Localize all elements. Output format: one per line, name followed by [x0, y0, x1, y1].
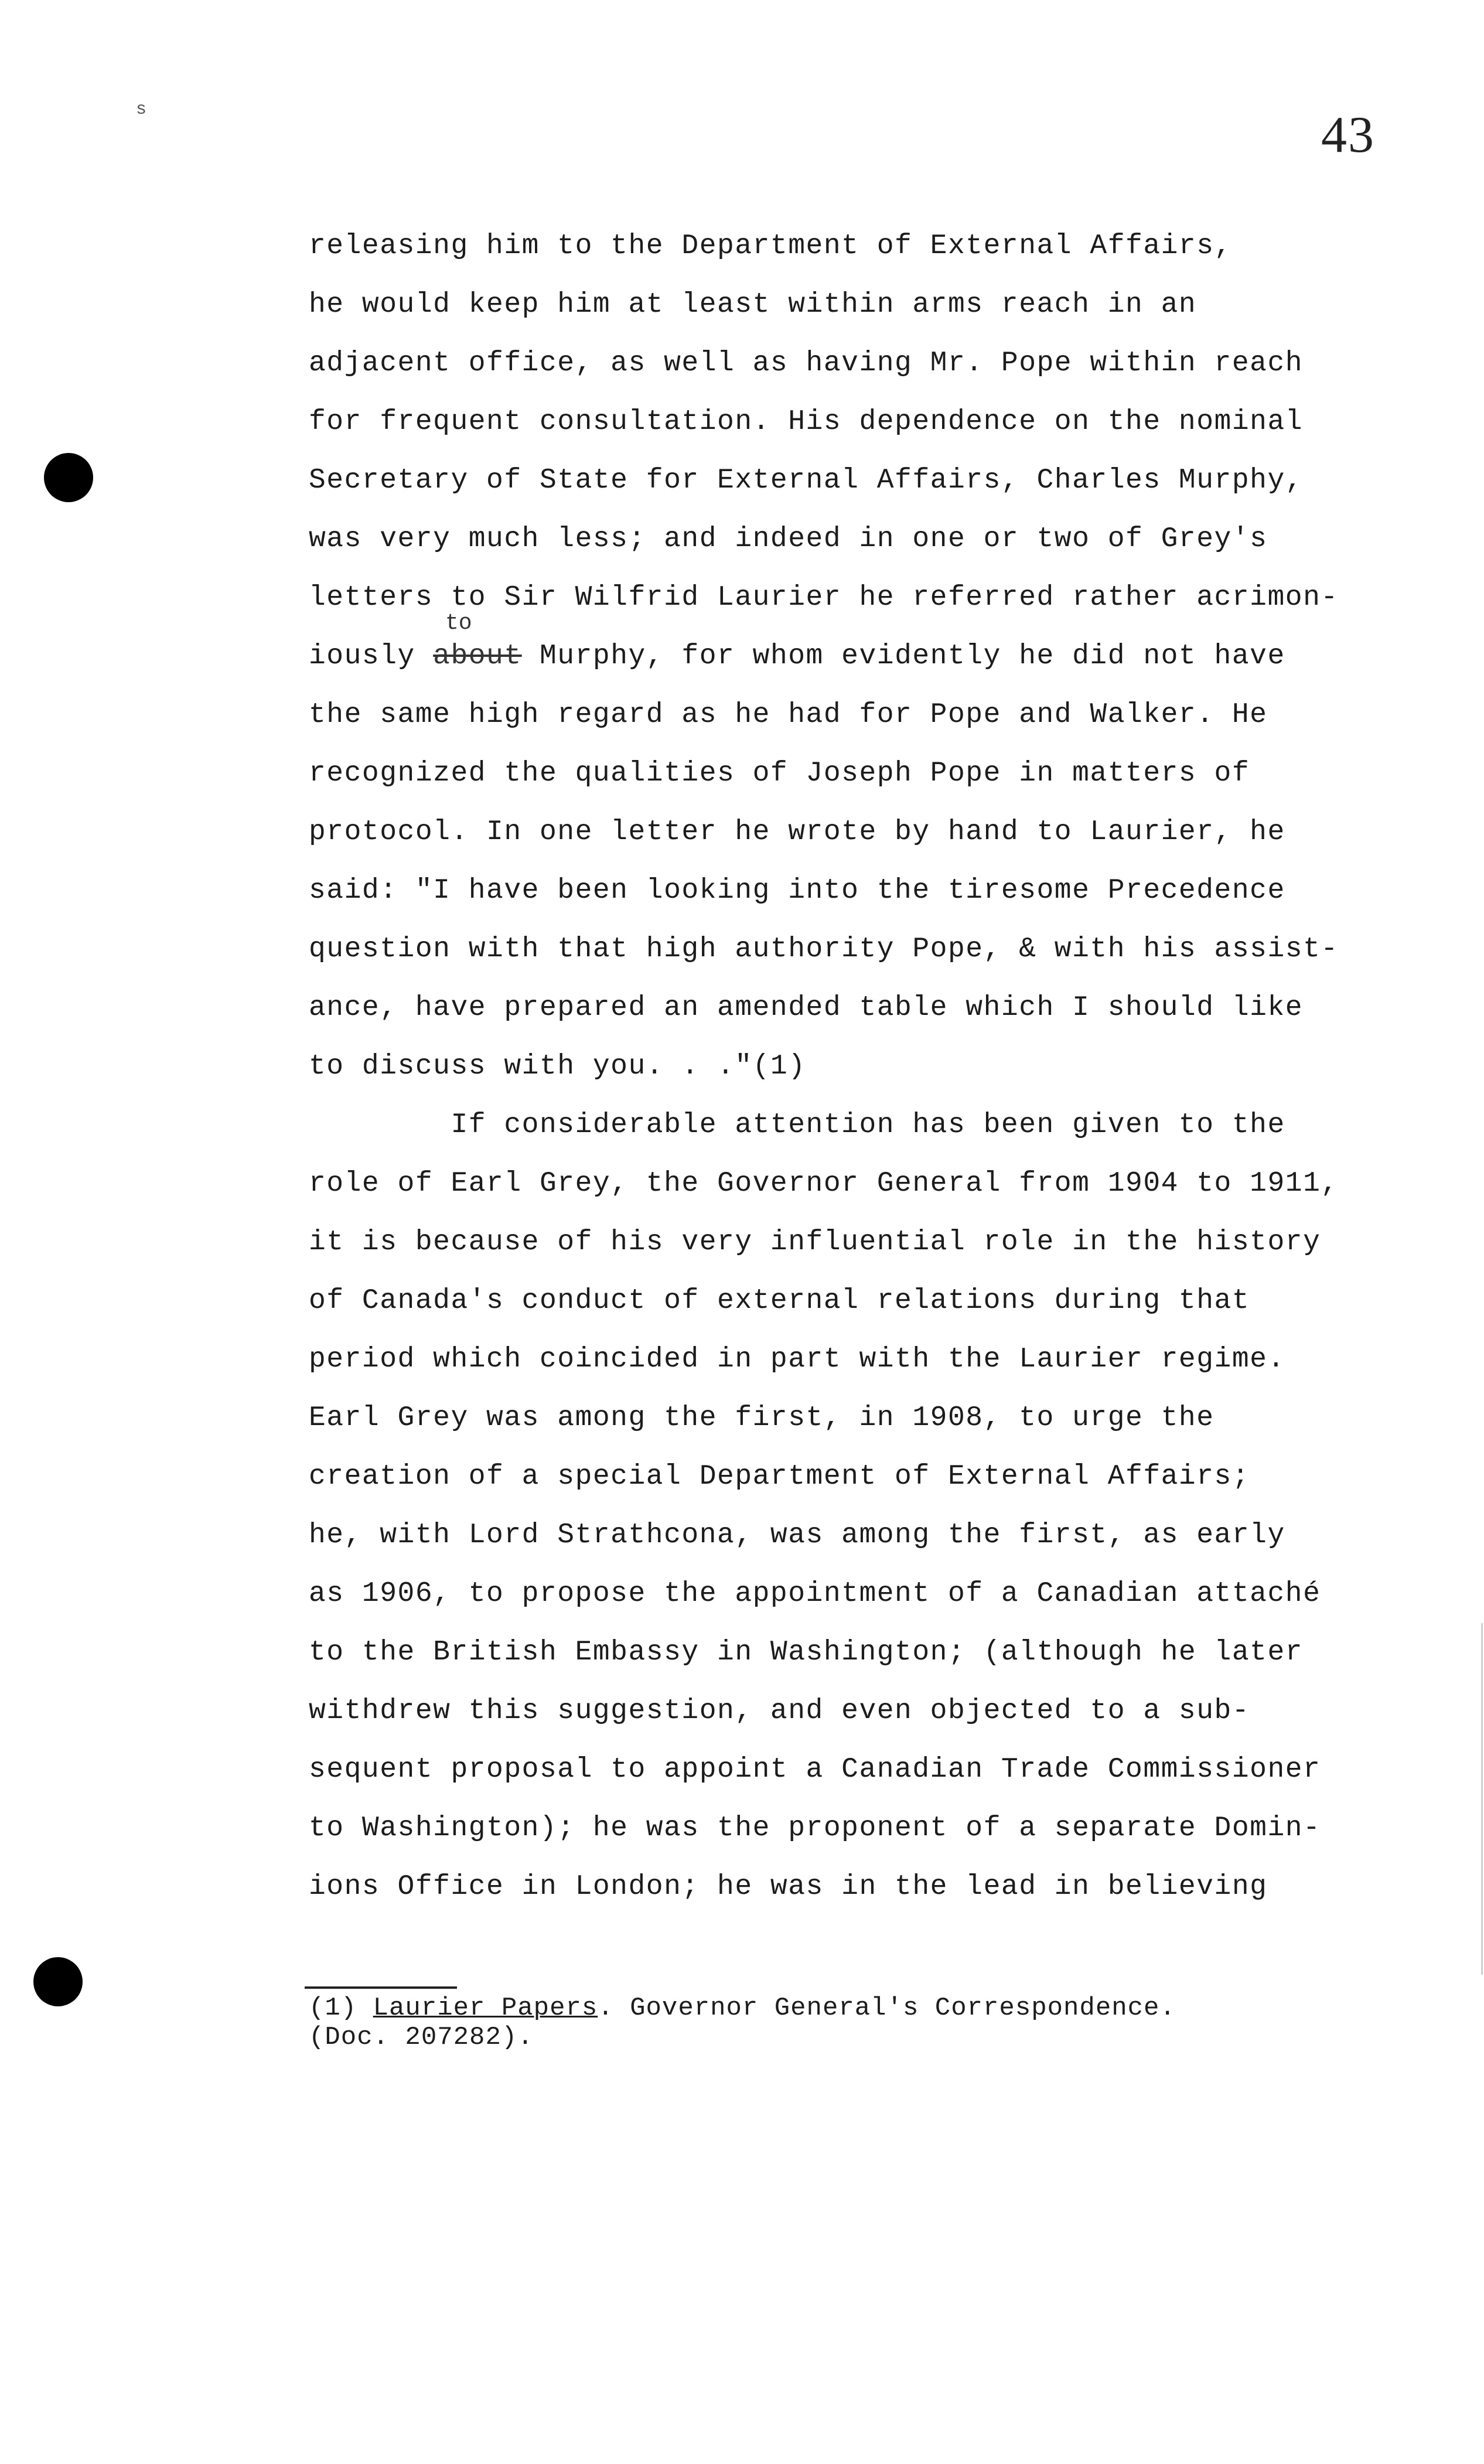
footnote-rule: [305, 1986, 457, 1989]
text-line: role of Earl Grey, the Governor General from 1904 to 1911,: [309, 1168, 1339, 1199]
text-line: Secretary of State for External Affairs, Charles Murphy,: [309, 465, 1304, 496]
footnote-source: Laurier Papers: [373, 1993, 598, 2023]
text-line: said: "I have been looking into the tiresome Precedence: [309, 875, 1285, 906]
text-line: he would keep him at least within arms reach in an: [309, 289, 1197, 321]
footnote-marker: (1): [309, 1993, 373, 2023]
line-start: iously: [309, 640, 434, 672]
text-line: to the British Embassy in Washington; (although he later: [309, 1637, 1304, 1668]
text-line: adjacent office, as well as having Mr. Pope within reach: [309, 347, 1304, 379]
text-line: to Washington); he was the proponent of a separate Domin-: [309, 1812, 1321, 1844]
text-line: period which coincided in part with the Laurier regime.: [309, 1344, 1285, 1375]
footnote-text: . Governor General's Correspondence.: [598, 1993, 1176, 2023]
punch-hole-top: [44, 453, 93, 502]
footnote-doc: (Doc. 207282).: [309, 2023, 534, 2052]
page-edge-shadow: [1481, 1623, 1483, 1975]
handwritten-insertion: to: [445, 611, 472, 636]
text-line: withdrew this suggestion, and even objected to a sub-: [309, 1695, 1250, 1727]
text-line: as 1906, to propose the appointment of a Canadian attaché: [309, 1578, 1321, 1610]
punch-hole-bottom: [33, 1957, 83, 2006]
stray-mark: s: [136, 100, 147, 120]
text-line: letters to Sir Wilfrid Laurier he referred rather acrimon-: [309, 582, 1339, 614]
text-line: ions Office in London; he was in the lead in believing: [309, 1871, 1268, 1903]
struck-word: about: [433, 640, 522, 672]
text-line: was very much less; and indeed in one or two of Grey's: [309, 523, 1268, 555]
text-line: sequent proposal to appoint a Canadian Trade Commissioner: [309, 1754, 1321, 1785]
text-line: ance, have prepared an amended table which I should like: [309, 992, 1304, 1024]
text-line: If considerable attention has been given to the: [309, 1109, 1285, 1141]
text-line: question with that high authority Pope, & with his assist-: [309, 933, 1339, 965]
text-line: protocol. In one letter he wrote by hand to Laurier, he: [309, 816, 1285, 848]
line-end: Murphy, for whom evidently he did not have: [521, 640, 1285, 672]
text-line: Earl Grey was among the first, in 1908, to urge the: [309, 1402, 1215, 1434]
text-line: it is because of his very influential role in the history: [309, 1226, 1321, 1258]
text-line: the same high regard as he had for Pope and Walker. He: [309, 699, 1268, 731]
text-line: of Canada's conduct of external relations during that: [309, 1285, 1250, 1317]
page-number: 43: [1321, 107, 1375, 163]
text-line: creation of a special Department of External Affairs;: [309, 1461, 1250, 1492]
text-line: for frequent consultation. His dependence on the nominal: [309, 406, 1304, 438]
text-line: releasing him to the Department of External Affairs,: [309, 230, 1232, 262]
text-line-with-correction: [309, 639, 1285, 674]
text-line: recognized the qualities of Joseph Pope in matters of: [309, 758, 1250, 789]
text-line: he, with Lord Strathcona, was among the first, as early: [309, 1519, 1285, 1551]
text-line: to discuss with you. . ."(1): [309, 1051, 806, 1082]
footnote-line: [309, 1993, 1176, 2023]
